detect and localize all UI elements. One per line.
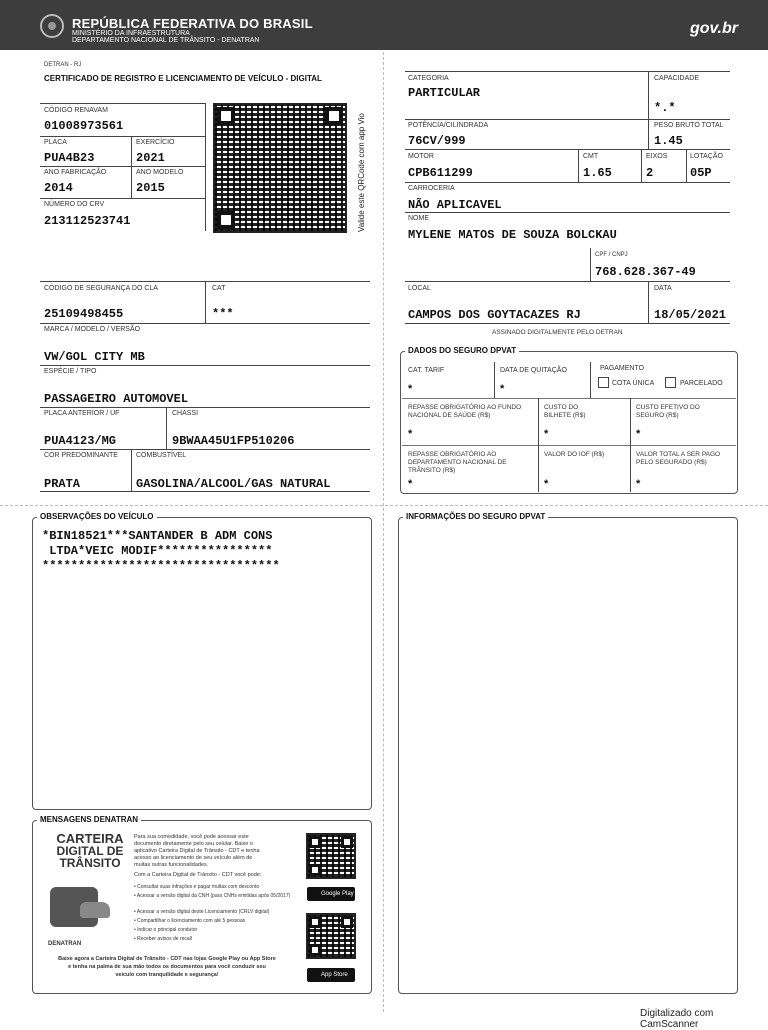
iof-value: * xyxy=(544,478,549,490)
placa-anterior-label: PLACA ANTERIOR / UF xyxy=(44,410,120,417)
especie-value: PASSAGEIRO AUTOMOVEL xyxy=(44,392,189,406)
parcelado-checkbox[interactable] xyxy=(665,377,676,388)
cut-line-horizontal xyxy=(0,505,768,506)
valor-total-label: VALOR TOTAL A SER PAGO PELO SEGURADO (R$) xyxy=(636,451,721,466)
local-value: CAMPOS DOS GOYTACAZES RJ xyxy=(408,308,581,322)
carteira-line-2: DIGITAL DE xyxy=(56,844,124,858)
app-intro-line-6: Com a Carteira Digital de Trânsito - CDT você pode: xyxy=(134,872,262,878)
feature-item-4: • Compartilhar o licenciamento com até 5 pessoas xyxy=(134,918,246,924)
cdt-footer-line-3: veículo com tranquilidade e segurança! xyxy=(115,972,219,978)
ano-fabricacao-label: ANO FABRICAÇÃO xyxy=(44,169,107,176)
repasse-transito-value: * xyxy=(408,478,413,490)
scanner-watermark: Digitalizado com CamScanner xyxy=(640,1008,714,1030)
repasse-saude-label: REPASSE OBRIGATÓRIO AO FUNDO NACIONAL DE SAÚDE (R$) xyxy=(408,404,522,419)
document-title: CERTIFICADO DE REGISTRO E LICENCIAMENTO DE VEÍCULO - DIGITAL xyxy=(44,74,322,83)
custo-efetivo-label: CUSTO EFETIVO DO SEGURO (R$) xyxy=(636,404,700,419)
app-intro-line-3: aplicativo Carteira Digital de Trânsito - CDT e tenha xyxy=(134,848,260,854)
placa-label: PLACA xyxy=(44,139,67,146)
lotacao-value: 05P xyxy=(690,166,712,180)
cat-value: *** xyxy=(212,307,234,321)
repasse-transito-label: REPASSE OBRIGATÓRIO AO DEPARTAMENTO NACIONAL DE TRÂNSITO (R$) xyxy=(408,451,507,474)
data-value: 18/05/2021 xyxy=(654,308,727,322)
cut-line-vertical xyxy=(383,52,384,1012)
qr-caption: Valide este QRCode com app Vio xyxy=(357,113,366,232)
carteira-line-3: TRÂNSITO xyxy=(59,856,121,870)
potencia-label: POTÊNCIA/CILINDRADA xyxy=(408,122,489,129)
observacoes-line-2: LTDA*VEIC MODIF**************** xyxy=(42,544,273,558)
especie-label: ESPÉCIE / TIPO xyxy=(44,368,97,375)
capacidade-label: CAPACIDADE xyxy=(654,75,699,82)
observacoes-line-3: ********************************* xyxy=(42,559,280,573)
chassi-label: CHASSI xyxy=(172,410,199,417)
custo-bilhete-value: * xyxy=(544,428,549,440)
ano-modelo-label: ANO MODELO xyxy=(136,169,184,176)
data-quitacao-label: DATA DE QUITAÇÃO xyxy=(500,367,567,374)
header-title: REPÚBLICA FEDERATIVA DO BRASIL xyxy=(72,16,313,31)
cor-value: PRATA xyxy=(44,477,81,491)
app-store-qr-code[interactable] xyxy=(306,913,356,959)
info-seguro-box xyxy=(398,517,738,994)
cla-label: CÓDIGO DE SEGURANÇA DO CLA xyxy=(44,285,158,292)
cat-label: CAT xyxy=(212,285,226,292)
cpf-label: CPF / CNPJ xyxy=(595,252,628,258)
custo-efetivo-value: * xyxy=(636,428,641,440)
info-seguro-title: INFORMAÇÕES DO SEGURO DPVAT xyxy=(403,512,548,521)
motor-label: MOTOR xyxy=(408,153,434,160)
google-play-badge[interactable] xyxy=(307,887,355,901)
header-department: DEPARTAMENTO NACIONAL DE TRÂNSITO - DENATRAN xyxy=(72,37,260,44)
header-ministry: MINISTÉRIO DA INFRAESTRUTURA xyxy=(72,30,190,37)
google-play-qr-code[interactable] xyxy=(306,833,356,879)
nome-value: MYLENE MATOS DE SOUZA BOLCKAU xyxy=(408,228,617,242)
exercicio-value: 2021 xyxy=(136,151,165,165)
app-intro-line-5: muitas outras funcionalidades. xyxy=(134,862,209,868)
google-play-label: Google Play xyxy=(321,891,354,897)
cdt-footer-line-1: Baixe agora a Carteira Digital de Trânsito - CDT nas lojas Google Play ou App Store xyxy=(58,956,276,962)
gov-header xyxy=(0,0,768,50)
data-label: DATA xyxy=(654,285,672,292)
feature-item-1: • Consultar suas infrações e pagar multas com desconto xyxy=(134,884,260,890)
ano-modelo-value: 2015 xyxy=(136,181,165,195)
carroceria-label: CARROCERIA xyxy=(408,185,455,192)
carroceria-value: NÃO APLICAVEL xyxy=(408,198,502,212)
feature-item-6: • Receber avisos de recall xyxy=(134,936,192,942)
observacoes-line-1: *BIN18521***SANTANDER B ADM CONS xyxy=(42,529,273,543)
cat-tarif-label: CAT. TARIF xyxy=(408,367,445,374)
iof-label: VALOR DO IOF (R$) xyxy=(544,451,605,458)
cdt-footer-line-2: e tenha na palma de sua mão todos os documentos para você conduzir seu xyxy=(68,964,266,970)
potencia-value: 76CV/999 xyxy=(408,134,466,148)
observacoes-title: OBSERVAÇÕES DO VEÍCULO xyxy=(37,512,157,521)
crv-label: NÚMERO DO CRV xyxy=(44,201,105,208)
ano-fabricacao-value: 2014 xyxy=(44,181,73,195)
app-intro-line-4: acesso ao licenciamento de seu veículo além de xyxy=(134,855,253,861)
signed-digitally-note: ASSINADO DIGITALMENTE PELO DETRAN xyxy=(492,329,623,336)
combustivel-label: COMBUSTÍVEL xyxy=(136,452,187,459)
feature-item-2: • Acessar a versão digital da CNH (para CNHs emitidas após 05/2017) xyxy=(134,893,291,899)
coat-of-arms-icon xyxy=(40,14,64,38)
feature-item-3: • Acessar a versão digital deste Licenciamento (CRLV digital) xyxy=(134,909,270,915)
crv-value: 213112523741 xyxy=(44,214,131,228)
local-label: LOCAL xyxy=(408,285,431,292)
cota-unica-checkbox[interactable] xyxy=(598,377,609,388)
placa-value: PUA4B23 xyxy=(44,151,95,165)
cla-value: 25109498455 xyxy=(44,307,124,321)
pagamento-label: PAGAMENTO xyxy=(600,365,645,372)
capacidade-value: *.* xyxy=(654,101,676,115)
cota-unica-label: COTA ÚNICA xyxy=(612,380,655,387)
marca-label: MARCA / MODELO / VERSÃO xyxy=(44,326,141,333)
cmt-value: 1.65 xyxy=(583,166,612,180)
valor-total-value: * xyxy=(636,478,641,490)
cpf-value: 768.628.367-49 xyxy=(595,265,696,279)
nome-label: NOME xyxy=(408,215,429,222)
categoria-value: PARTICULAR xyxy=(408,86,481,100)
chassi-value: 9BWAA45U1FP510206 xyxy=(172,434,295,448)
motor-value: CPB611299 xyxy=(408,166,473,180)
eixos-value: 2 xyxy=(646,166,654,180)
renavam-label: CÓDIGO RENAVAM xyxy=(44,107,108,114)
eixos-label: EIXOS xyxy=(646,153,668,160)
marca-value: VW/GOL CITY MB xyxy=(44,350,145,364)
app-store-badge[interactable] xyxy=(307,968,355,982)
validation-qr-code[interactable] xyxy=(213,103,347,233)
placa-anterior-value: PUA4123/MG xyxy=(44,434,117,448)
govbr-logo: gov.br xyxy=(689,20,738,37)
carteira-line-1: CARTEIRA xyxy=(56,831,124,846)
categoria-label: CATEGORIA xyxy=(408,75,449,82)
cor-label: COR PREDOMINANTE xyxy=(44,452,118,459)
lotacao-label: LOTAÇÃO xyxy=(690,153,723,160)
repasse-saude-value: * xyxy=(408,428,413,440)
app-intro-line-2: documento diretamente pelo seu celular. Baixe o xyxy=(134,841,253,847)
cat-tarif-value: * xyxy=(408,383,413,395)
exercicio-label: EXERCÍCIO xyxy=(136,139,175,146)
app-intro-line-1: Para sua comodidade, você pode acessar este xyxy=(134,834,249,840)
peso-value: 1.45 xyxy=(654,134,683,148)
combustivel-value: GASOLINA/ALCOOL/GAS NATURAL xyxy=(136,477,331,491)
peso-label: PESO BRUTO TOTAL xyxy=(654,122,724,129)
feature-item-5: • Indicar o principal condutor xyxy=(134,927,198,933)
custo-bilhete-label: CUSTO DO BILHETE (R$) xyxy=(544,404,586,419)
cmt-label: CMT xyxy=(583,153,599,160)
denatran-logo: DENATRAN xyxy=(48,941,82,947)
app-store-label: App Store xyxy=(321,972,348,978)
parcelado-label: PARCELADO xyxy=(680,380,723,387)
car-icon xyxy=(80,902,110,918)
agency-label: DETRAN - RJ xyxy=(44,62,82,68)
renavam-value: 01008973561 xyxy=(44,119,124,133)
dpvat-title: DADOS DO SEGURO DPVAT xyxy=(405,346,519,355)
data-quitacao-value: * xyxy=(500,383,505,395)
mensagens-title: MENSAGENS DENATRAN xyxy=(37,815,141,824)
